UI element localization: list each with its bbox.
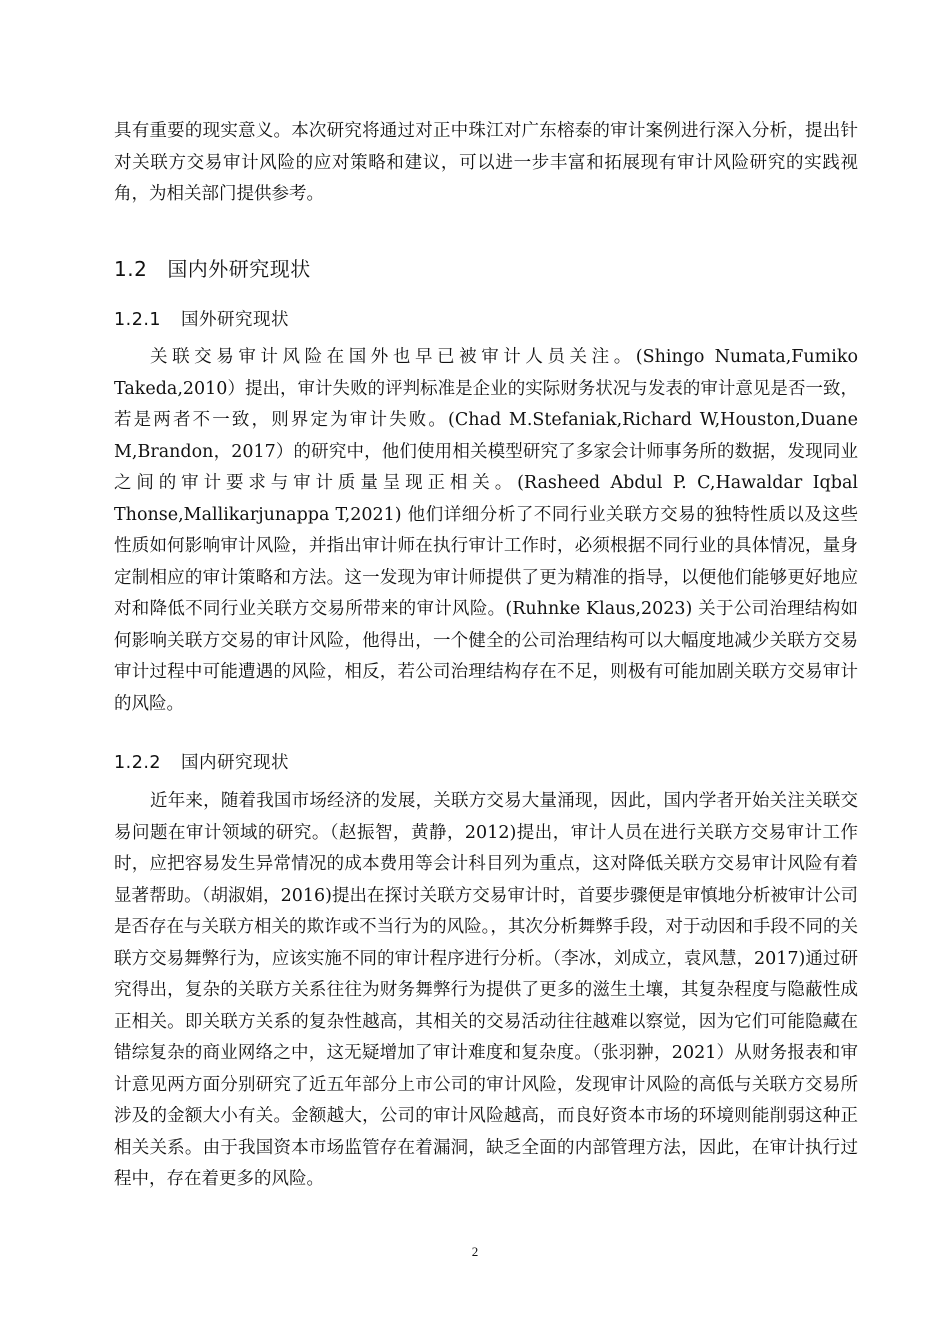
section-title: 国内外研究现状 xyxy=(167,257,311,281)
section-heading-1-2 xyxy=(114,253,311,282)
subsection-title: 国外研究现状 xyxy=(181,310,290,330)
domestic-research-paragraph: 近年来，随着我国市场经济的发展，关联方交易大量涌现，因此，国内学者开始关注关联交易问题在审计领域的研究。（赵振智，黄静，2012)提出，审计人员在进行关联方交易审计工作时，应把容易发生异常情况的成本费用等会计科目列为重点，这对降低关联方交易审计风险有着显著帮助。（胡淑娟，2016)提出在探讨关联方交易审计时，首要步骤便是审慎地分析被审计公司是否存在与关联方相关的欺诈或不当行为的风险。，其次分析舞弊手段，对于动因和手段不同的关联方交易舞弊行为，应该实施不同的审计程序进行分析。（李冰，刘成立，袁风慧，2017)通过研究得出，复杂的关联方关系往往为财务舞弊行为提供了更多的滋生土壤，其复杂程度与隐蔽性成正相关。即关联方关系的复杂性越高，其相关的交易活动往往越难以察觉，因为它们可能隐藏在错综复杂的商业网络之中，这无疑增加了审计难度和复杂度。（张羽翀，2021）从财务报表和审计意见两方面分别研究了近五年部分上市公司的审计风险，发现审计风险的高低与关联方交易所涉及的金额大小有关。金额越大，公司的审计风险越高，而良好资本市场的环境则能削弱这种正相关关系。由于我国资本市场监管存在着漏洞，缺乏全面的内部管理方法，因此，在审计执行过程中，存在着更多的风险。 xyxy=(114,791,858,1189)
section-number: 1.2 xyxy=(114,257,148,281)
subsection-title: 国内研究现状 xyxy=(181,753,290,773)
foreign-research-paragraph: 关联交易审计风险在国外也早已被审计人员关注。(Shingo Numata,Fumiko Takeda,2010）提出，审计失败的评判标准是企业的实际财务状况与发表的审计意见是否一致，若是两者不一致，则界定为审计失败。(Chad M.Stefaniak,Richard W,Houston,Duane M,Brandon，2017）的研究中，他们使用相关模型研究了多家会计师事务所的数据，发现同业之间的审计要求与审计质量呈现正相关。(Rasheed Abdul P. C,Hawaldar Iqbal Thonse,Mallikarjunappa T,2021) 他们详细分析了不同行业关联方交易的独特性质以及这些性质如何影响审计风险，并指出审计师在执行审计工作时，必须根据不同行业的具体情况，量身定制相应的审计策略和方法。这一发现为审计师提供了更为精准的指导，以便他们能够更好地应对和降低不同行业关联方交易所带来的审计风险。(Ruhnke Klaus,2023) 关于公司治理结构如何影响关联方交易的审计风险，他得出，一个健全的公司治理结构可以大幅度地减少关联方交易审计过程中可能遭遇的风险，相反，若公司治理结构存在不足，则极有可能加剧关联方交易审计的风险。 xyxy=(114,347,858,714)
intro-paragraph: 具有重要的现实意义。本次研究将通过对正中珠江对广东榕泰的审计案例进行深入分析，提出针对关联方交易审计风险的应对策略和建议，可以进一步丰富和拓展现有审计风险研究的实践视角，为相关部门提供参考。 xyxy=(114,121,858,204)
subsection-number: 1.2.1 xyxy=(114,310,162,330)
subsection-number: 1.2.2 xyxy=(114,753,162,773)
section-heading-1-2-1 xyxy=(114,306,289,331)
section-heading-1-2-2 xyxy=(114,749,289,774)
page-number: 2 xyxy=(471,1244,479,1259)
